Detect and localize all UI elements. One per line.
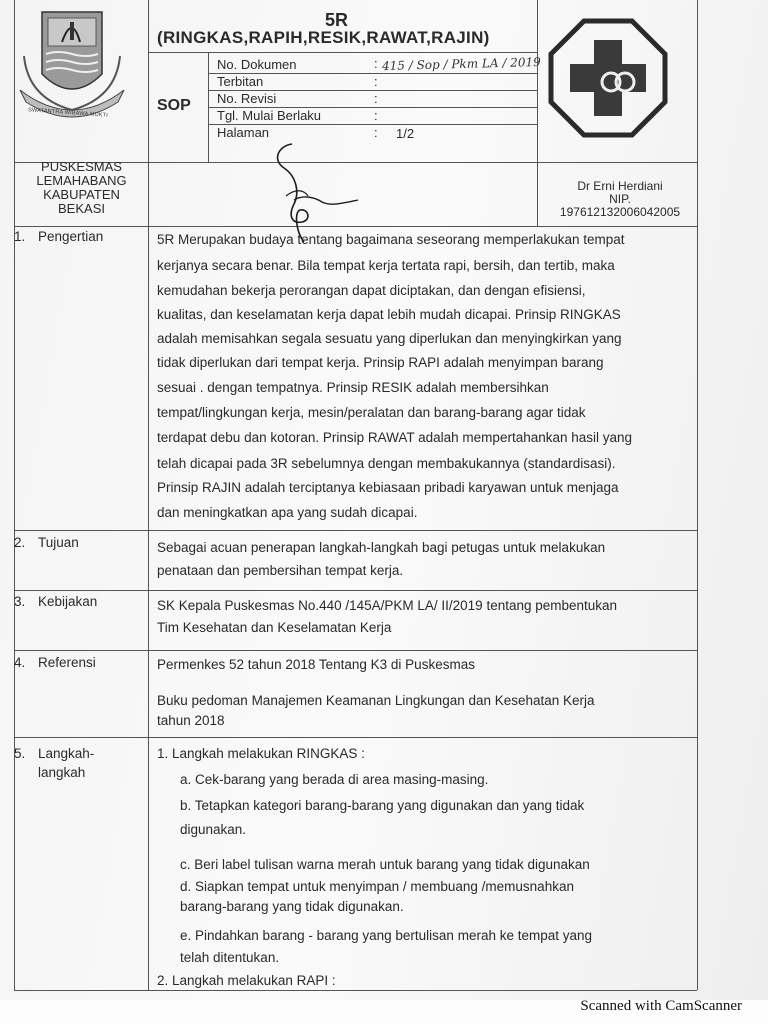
organization-line: PUSKESMAS <box>41 159 122 174</box>
langkah-line: a. Cek-barang yang berada di area masing-masing. <box>180 772 489 787</box>
section-2-number: 2. <box>14 535 26 550</box>
tujuan-line: penataan dan pembersihan tempat kerja. <box>157 563 404 578</box>
meta-colon-no-revisi: : <box>374 91 378 106</box>
pengertian-line: kualitas, dan keselamatan kerja dapat lebih mudah dicapai. Prinsip RINGKAS <box>157 307 621 322</box>
doc-title-line2: (RINGKAS,RAPIH,RESIK,RAWAT,RAJIN) <box>157 28 490 47</box>
pengertian-line: tidak diperlukan dari tempat kerja. Prinsip RAPI adalah menyimpan barang <box>157 355 604 370</box>
langkah-line: e. Pindahkan barang - barang yang bertulisan merah ke tempat yang <box>180 928 593 943</box>
pengertian-line: terdapat debu dan kotoran. Prinsip RAWAT adalah mempertahankan hasil yang <box>157 430 633 445</box>
langkah-line: telah ditentukan. <box>180 950 280 965</box>
section-1-number: 1. <box>14 229 26 244</box>
organization-line: LEMAHABANG <box>36 173 127 188</box>
langkah-line: 2. Langkah melakukan RAPI : <box>157 973 336 988</box>
rule-section-2 <box>14 530 697 531</box>
pengertian-line: kemudahan bekerja perorangan dapat diciptakan, dan dengan efisiensi, <box>157 283 586 298</box>
section-3-number: 3. <box>14 594 26 609</box>
signer-name: Dr Erni Herdiani <box>577 179 663 193</box>
frame-logo-divider <box>148 0 149 990</box>
puskesmas-logo-icon <box>548 18 668 138</box>
section-5-label: langkah <box>38 765 86 780</box>
langkah-line: b. Tetapkan kategori barang-barang yang digunakan dan yang tidak <box>180 798 585 813</box>
kebijakan-line: SK Kepala Puskesmas No.440 /145A/PKM LA/ II/2019 tentang pembentukan <box>157 598 618 613</box>
referensi-line: Buku pedoman Manajemen Keamanan Lingkungan dan Kesehatan Kerja <box>157 693 595 708</box>
meta-label-tgl-mulai: Tgl. Mulai Berlaku <box>217 108 322 123</box>
meta-label-no-dokumen: No. Dokumen <box>217 57 297 72</box>
meta-colon-terbitan: : <box>374 74 378 89</box>
frame-right <box>697 0 698 990</box>
rule-bottom <box>14 990 697 991</box>
meta-label-no-revisi: No. Revisi <box>217 91 277 106</box>
meta-value-no-dokumen: 415 / Sop / Pkm LA / 2019 <box>381 54 541 74</box>
langkah-line: d. Siapkan tempat untuk menyimpan / membuang /memusnahkan <box>180 879 574 894</box>
organization-name <box>14 160 149 216</box>
pengertian-line: Prinsip RAJIN adalah terciptanya kebiasaan pribadi karyawan untuk menjaga <box>157 480 619 495</box>
pengertian-line: kerjanya secara benar. Bila tempat kerja tertata rapi, bersih, dan tertib, maka <box>157 258 615 273</box>
meta-colon-tgl-mulai: : <box>374 108 378 123</box>
pengertian-line: dan meningkatkan apa yang sudah dicapai. <box>157 505 418 520</box>
pengertian-line: telah dicapai pada 3R sebelumnya dengan membakukannya (standardisasi). <box>157 456 616 471</box>
meta-colon-no-dokumen: : <box>374 56 378 71</box>
signer-block <box>530 180 710 219</box>
langkah-line: c. Beri label tulisan warna merah untuk barang yang tidak digunakan <box>180 857 590 872</box>
signer-nip-label: NIP. <box>609 192 631 206</box>
pengertian-line: tempat/lingkungan kerja, mesin/peralatan dan barang-barang agar tidak <box>157 405 586 420</box>
frame-left <box>14 0 15 990</box>
signer-nip: 197612132006042005 <box>559 205 681 219</box>
rule-section-3 <box>14 590 697 591</box>
langkah-line: barang-barang yang tidak digunakan. <box>180 899 404 914</box>
meta-label-halaman: Halaman <box>217 125 270 140</box>
section-5-number: 5. <box>14 746 26 761</box>
organization-line: KABUPATEN <box>43 187 120 202</box>
pengertian-line: 5R Merupakan budaya tentang bagaimana seseorang memperlakukan tempat <box>157 232 625 247</box>
langkah-line: digunakan. <box>180 822 247 837</box>
kebijakan-line: Tim Kesehatan dan Keselamatan Kerja <box>157 620 392 635</box>
section-1-label: Pengertian <box>38 229 104 244</box>
section-5-label: Langkah- <box>38 746 95 761</box>
referensi-line: Permenkes 52 tahun 2018 Tentang K3 di Puskesmas <box>157 657 475 672</box>
rule-title-bottom <box>148 52 537 53</box>
section-4-label: Referensi <box>38 655 96 670</box>
pengertian-line: adalah memisahkan segala sesuatu yang diperlukan dan menyingkirkan yang <box>157 331 622 346</box>
tujuan-line: Sebagai acuan penerapan langkah-langkah bagi petugas untuk melakukan <box>157 540 606 555</box>
pengertian-line: sesuai . dengan tempatnya. Prinsip RESIK adalah membersihkan <box>157 380 549 395</box>
meta-colon-halaman: : <box>374 125 378 140</box>
sop-label: SOP <box>157 97 191 114</box>
organization-line: BEKASI <box>58 201 105 216</box>
meta-value-halaman: 1/2 <box>396 126 415 141</box>
referensi-line: tahun 2018 <box>157 713 225 728</box>
langkah-line: 1. Langkah melakukan RINGKAS : <box>157 746 365 761</box>
doc-title-line1: 5R <box>325 10 349 30</box>
section-3-label: Kebijakan <box>38 594 98 609</box>
section-4-number: 4. <box>14 655 26 670</box>
meta-label-terbitan: Terbitan <box>217 74 264 89</box>
emblem-motto: SWATANTRA WIBAWA MUKTI <box>27 107 109 119</box>
rule-section-5 <box>14 737 697 738</box>
rule-section-4 <box>14 650 697 651</box>
scanner-watermark: Scanned with CamScanner <box>580 998 742 1014</box>
section-2-label: Tujuan <box>38 535 79 550</box>
